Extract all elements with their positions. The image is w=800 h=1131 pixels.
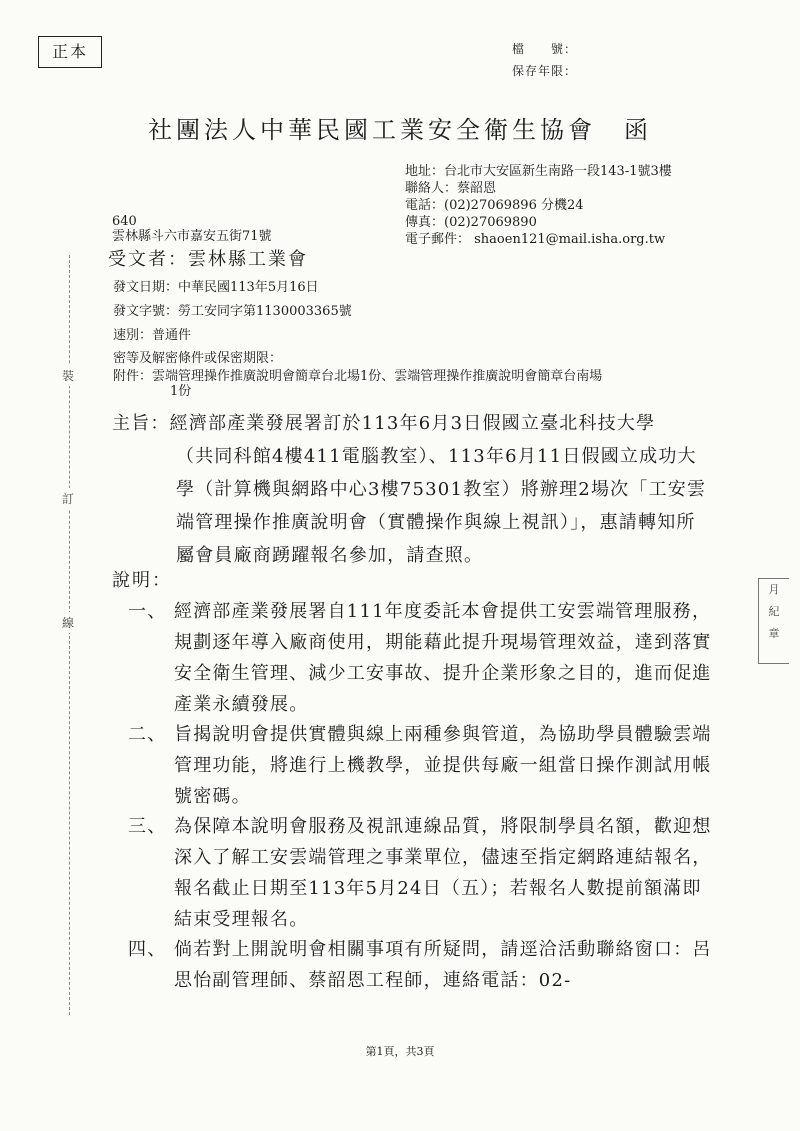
explanation-item <box>128 719 718 812</box>
recipient-street: 雲林縣斗六市嘉安五街71號 <box>112 229 272 244</box>
sender-email: 電子郵件： shaoen121@mail.isha.org.tw <box>405 232 666 247</box>
subject-label: 主旨： <box>112 413 170 434</box>
file-number-label: 檔 號： <box>512 42 578 56</box>
sender-contact-block <box>405 163 672 248</box>
binding-mark: 訂 <box>62 488 74 509</box>
stamp-char: 章 <box>768 627 780 640</box>
attachment-line-2: 1份 <box>170 384 192 399</box>
issue-date: 發文日期：中華民國113年5月16日 <box>113 280 319 295</box>
retention-period-label: 保存年限： <box>512 64 578 78</box>
explanation-label: 說明： <box>112 570 172 591</box>
binding-mark: 裝 <box>62 365 74 386</box>
subject-paragraph <box>112 407 712 572</box>
subject-line-1: 經濟部產業發展署訂於113年6月3日假國立臺北科技大學 <box>169 413 656 434</box>
sender-phone: 電話：(02)27069896 分機24 <box>405 198 584 213</box>
margin-stamp <box>758 578 789 664</box>
item-text: 旨揭說明會提供實體與線上兩種參與管道，為協助學員體驗雲端管理功能，將進行上機教學，並提供每廠一組當日操作測試用帳號密碼。 <box>174 724 712 807</box>
item-number: 四、 <box>128 939 167 960</box>
sender-contact-person: 聯絡人：蔡韶恩 <box>405 181 497 196</box>
recipient-zip: 640 <box>112 214 137 229</box>
letter-title: 社團法人中華民國工業安全衛生協會 函 <box>148 116 652 144</box>
recipient: 受文者：雲林縣工業會 <box>108 249 308 270</box>
confidentiality: 密等及解密條件或保密期限： <box>113 351 283 366</box>
explanation-item <box>128 811 718 935</box>
attachment-line-1: 附件：雲端管理操作推廣說明會簡章台北場1份、雲端管理操作推廣說明會簡章台南場 <box>113 369 603 384</box>
attachments <box>113 369 602 399</box>
stamp-char: 紀 <box>768 605 780 618</box>
item-number: 三、 <box>128 816 167 837</box>
original-copy-label: 正本 <box>38 36 102 68</box>
sender-fax: 傳真：(02)27069890 <box>405 215 537 230</box>
item-text: 倘若對上開說明會相關事項有所疑問，請逕洽活動聯絡窗口：呂思怡副管理師、蔡韶恩工程師，連絡電話：02- <box>174 939 712 991</box>
item-number: 二、 <box>128 724 167 745</box>
recipient-address-block <box>112 214 272 244</box>
explanation-item <box>128 934 718 996</box>
subject-body: （共同科館4樓411電腦教室）、113年6月11日假國立成功大學（計算機與網路中心3樓75301教室）將辦理2場次「工安雲端管理操作推廣說明會（實體操作與線上視訊）」，惠請轉知所屬會員廠商踴躍報名參加，請查照。 <box>176 446 707 566</box>
delivery-speed: 速別：普通件 <box>113 328 192 343</box>
explanation-item <box>128 596 718 720</box>
item-text: 經濟部產業發展署自111年度委託本會提供工安雲端管理服務，規劃逐年導入廠商使用，期能藉此提升現場管理效益，達到落實安全衛生管理、減少工安事故、提升企業形象之目的，進而促進產業永續發展。 <box>174 601 712 715</box>
document-number: 發文字號：勞工安同字第1130003365號 <box>113 304 352 319</box>
sender-address: 地址：台北市大安區新生南路一段143-1號3樓 <box>405 164 672 179</box>
page-number: 第1頁，共3頁 <box>365 1045 435 1058</box>
item-number: 一、 <box>128 601 167 622</box>
stamp-char: 月 <box>768 583 780 596</box>
binding-mark: 線 <box>62 612 74 633</box>
item-text: 為保障本說明會服務及視訊連線品質，將限制學員名額，歡迎想深入了解工安雲端管理之事業單位，儘速至指定網路連結報名，報名截止日期至113年5月24日（五）；若報名人數提前額滿即結束受理報名。 <box>174 816 712 930</box>
